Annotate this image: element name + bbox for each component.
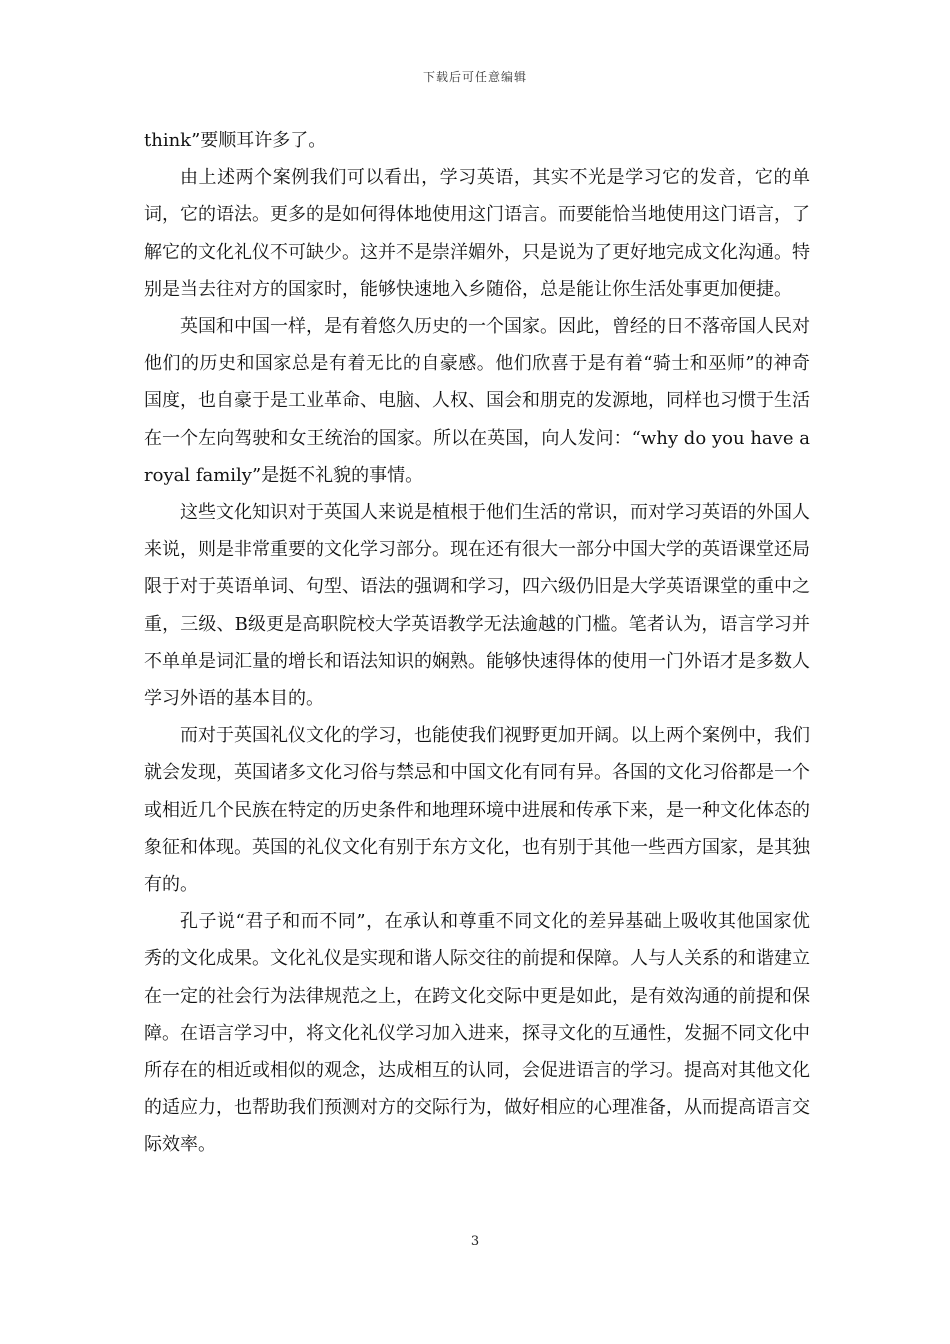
paragraph: 英国和中国一样，是有着悠久历史的一个国家。因此，曾经的日不落帝国人民对他们的历史和国家总是有着无比的自豪感。他们欣喜于是有着“骑士和巫师”的神奇国度，也自豪于是工业革命、电脑、人权、国会和朋克的发源地，同样也习惯于生活在一个左向驾驶和女王统治的国家。所以在英国，向人发问：“why do you have a royal family”是挺不礼貌的事情。	[144, 316, 810, 486]
page-header: 下载后可任意编辑	[422, 70, 527, 84]
paragraph: 由上述两个案例我们可以看出，学习英语，其实不光是学习它的发音，它的单词，它的语法。更多的是如何得体地使用这门语言。而要能恰当地使用这门语言，了解它的文化礼仪不可缺少。这并不是崇洋媚外，只是说为了更好地完成文化沟通。特别是当去往对方的国家时，能够快速地入乡随俗，总是能让你生活处事更加便捷。	[144, 167, 810, 300]
paragraph-continuation: think”要顺耳许多了。	[144, 130, 327, 151]
page-number: 3	[470, 1234, 480, 1249]
paragraph: 这些文化知识对于英国人来说是植根于他们生活的常识，而对学习英语的外国人来说，则是非常重要的文化学习部分。现在还有很大一部分中国大学的英语课堂还局限于对于英语单词、句型、语法的强调和学习，四六级仍旧是大学英语课堂的重中之重，三级、B级更是高职院校大学英语教学无法逾越的门槛。笔者认为，语言学习并不单单是词汇量的增长和语法知识的娴熟。能够快速得体的使用一门外语才是多数人学习外语的基本目的。	[144, 502, 810, 710]
document-body	[144, 122, 810, 1164]
paragraph: 而对于英国礼仪文化的学习，也能使我们视野更加开阔。以上两个案例中，我们就会发现，英国诸多文化习俗与禁忌和中国文化有同有异。各国的文化习俗都是一个或相近几个民族在特定的历史条件和地理环境中进展和传承下来，是一种文化体态的象征和体现。英国的礼仪文化有别于东方文化，也有别于其他一些西方国家，是其独有的。	[144, 725, 810, 896]
paragraph: 孔子说“君子和而不同”，在承认和尊重不同文化的差异基础上吸收其他国家优秀的文化成果。文化礼仪是实现和谐人际交往的前提和保障。人与人关系的和谐建立在一定的社会行为法律规范之上，在跨文化交际中更是如此，是有效沟通的前提和保障。在语言学习中，将文化礼仪学习加入进来，探寻文化的互通性，发掘不同文化中所存在的相近或相似的观念，达成相互的认同，会促进语言的学习。提高对其他文化的适应力，也帮助我们预测对方的交际行为，做好相应的心理准备，从而提高语言交际效率。	[144, 911, 810, 1156]
